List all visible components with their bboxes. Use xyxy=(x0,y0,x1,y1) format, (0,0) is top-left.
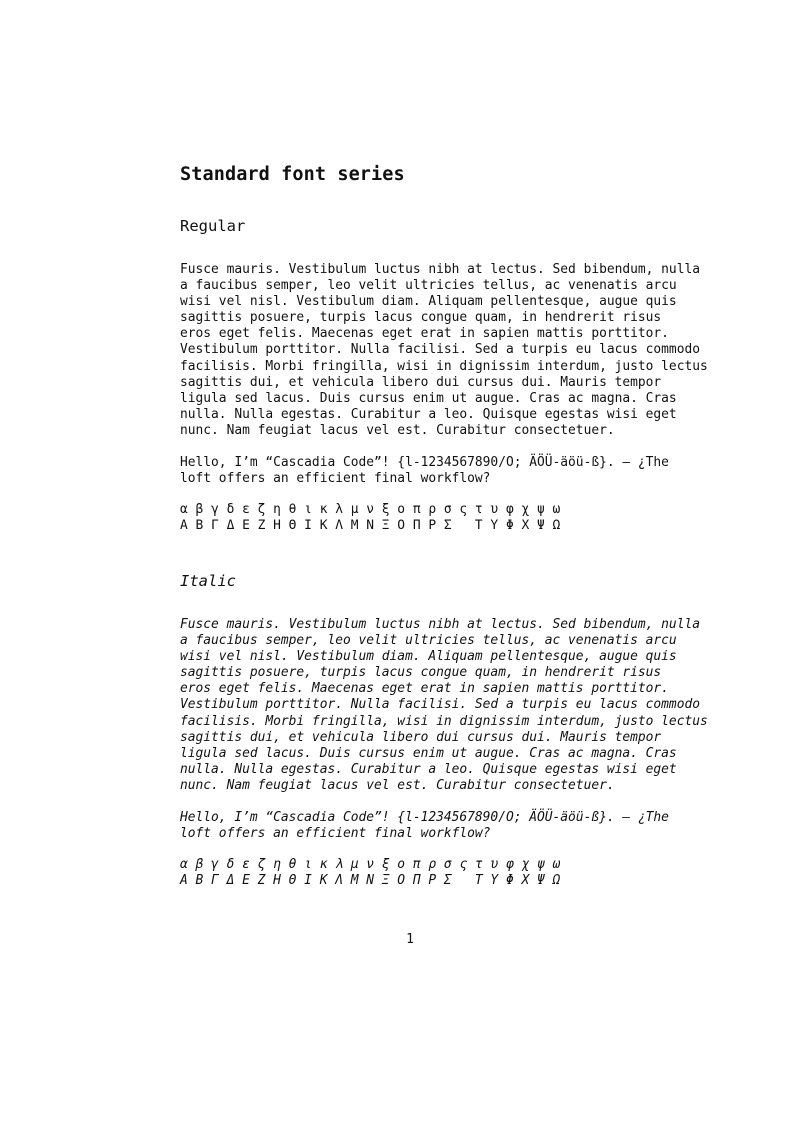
sample-line: Hello, I’m “Cascadia Code”! {l-1234567890/O; ÄÖÜ-äöü-ß}. – ¿The xyxy=(180,455,669,470)
paragraph-line: facilisis. Morbi fringilla, wisi in dignissim interdum, justo lectus xyxy=(180,713,708,729)
page-number: 1 xyxy=(406,932,414,947)
greek-uppercase-line: Α Β Γ Δ Ε Ζ Η Θ Ι Κ Λ Μ Ν Ξ Ο Π Ρ Σ Τ Υ Φ Χ Ψ Ω xyxy=(180,518,561,534)
sample-line: Hello, I’m “Cascadia Code”! {l-1234567890/O; ÄÖÜ-äöü-ß}. – ¿The xyxy=(180,810,669,825)
paragraph-line: facilisis. Morbi fringilla, wisi in dignissim interdum, justo lectus xyxy=(180,358,708,374)
regular-body-paragraph xyxy=(180,262,708,439)
paragraph-line: nunc. Nam feugiat lacus vel est. Curabitur consectetuer. xyxy=(180,422,615,438)
paragraph-line: sagittis posuere, turpis lacus congue quam, in hendrerit risus xyxy=(180,665,662,681)
paragraph-line: nunc. Nam feugiat lacus vel est. Curabitur consectetuer. xyxy=(180,777,615,793)
paragraph-line: nulla. Nulla egestas. Curabitur a leo. Quisque egestas wisi eget xyxy=(180,761,677,777)
paragraph-line: sagittis posuere, turpis lacus congue quam, in hendrerit risus xyxy=(180,310,662,326)
paragraph-line: nulla. Nulla egestas. Curabitur a leo. Quisque egestas wisi eget xyxy=(180,406,677,422)
paragraph-line: wisi vel nisl. Vestibulum diam. Aliquam pellentesque, augue quis xyxy=(180,649,677,665)
paragraph-line: Fusce mauris. Vestibulum luctus nibh at lectus. Sed bibendum, nulla xyxy=(180,262,700,277)
regular-sample-sentence xyxy=(180,455,669,487)
paragraph-line: a faucibus semper, leo velit ultricies tellus, ac venenatis arcu xyxy=(180,278,677,294)
section-heading-italic: Italic xyxy=(180,572,236,590)
paragraph-line: eros eget felis. Maecenas eget erat in sapien mattis porttitor. xyxy=(180,326,669,342)
sample-line: loft offers an efficient final workflow? xyxy=(180,471,491,487)
italic-greek-alphabet xyxy=(180,857,560,889)
document-title: Standard font series xyxy=(180,164,405,185)
italic-sample-sentence xyxy=(180,810,669,842)
paragraph-line: sagittis dui, et vehicula libero dui cursus dui. Mauris tempor xyxy=(180,729,662,745)
sample-line: loft offers an efficient final workflow? xyxy=(180,826,491,842)
paragraph-line: Fusce mauris. Vestibulum luctus nibh at lectus. Sed bibendum, nulla xyxy=(180,617,700,632)
greek-uppercase-line: Α Β Γ Δ Ε Ζ Η Θ Ι Κ Λ Μ Ν Ξ Ο Π Ρ Σ Τ Υ Φ Χ Ψ Ω xyxy=(180,873,561,889)
section-heading-regular: Regular xyxy=(180,217,246,235)
regular-greek-alphabet xyxy=(180,502,560,534)
paragraph-line: a faucibus semper, leo velit ultricies tellus, ac venenatis arcu xyxy=(180,633,677,649)
paragraph-line: ligula sed lacus. Duis cursus enim ut augue. Cras ac magna. Cras xyxy=(180,390,677,406)
italic-body-paragraph xyxy=(180,617,708,794)
paragraph-line: wisi vel nisl. Vestibulum diam. Aliquam pellentesque, augue quis xyxy=(180,294,677,310)
greek-lowercase-line: α β γ δ ε ζ η θ ι κ λ μ ν ξ ο π ρ σ ς τ υ φ χ ψ ω xyxy=(180,502,561,517)
paragraph-line: sagittis dui, et vehicula libero dui cursus dui. Mauris tempor xyxy=(180,374,662,390)
paragraph-line: Vestibulum porttitor. Nulla facilisi. Sed a turpis eu lacus commodo xyxy=(180,342,700,358)
paragraph-line: ligula sed lacus. Duis cursus enim ut augue. Cras ac magna. Cras xyxy=(180,745,677,761)
paragraph-line: Vestibulum porttitor. Nulla facilisi. Sed a turpis eu lacus commodo xyxy=(180,697,700,713)
greek-lowercase-line: α β γ δ ε ζ η θ ι κ λ μ ν ξ ο π ρ σ ς τ υ φ χ ψ ω xyxy=(180,857,561,872)
paragraph-line: eros eget felis. Maecenas eget erat in sapien mattis porttitor. xyxy=(180,681,669,697)
